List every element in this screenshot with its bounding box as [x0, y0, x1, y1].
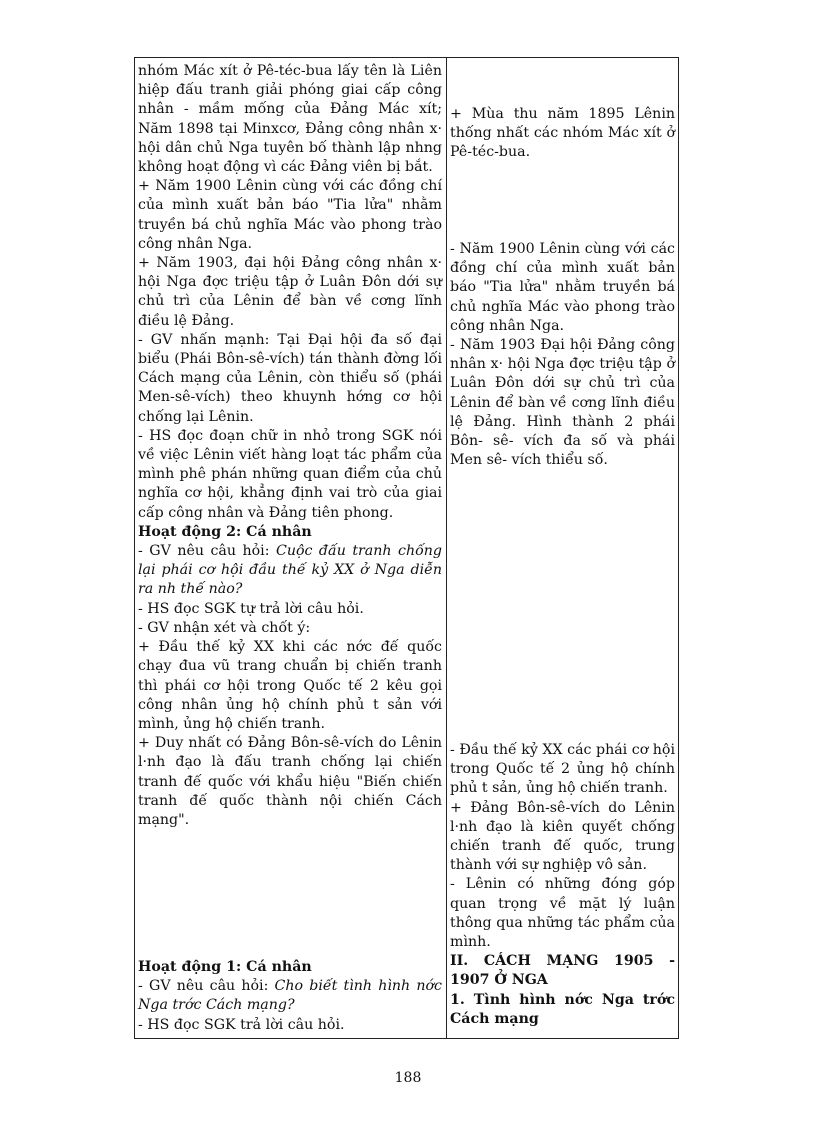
- activity-2-question: [138, 542, 442, 600]
- left-paragraph-7: - GV nhận xét và chốt ý:: [138, 619, 311, 636]
- subsection-1-heading: 1. Tình hình nớc Nga trớc Cách mạng: [450, 991, 675, 1027]
- right-block-2: [450, 240, 675, 470]
- right-paragraph-1: + Mùa thu năm 1895 Lênin thống nhất các nhóm Mác xít ở Pê-téc-bua.: [450, 106, 675, 161]
- question-prefix: - GV nêu câu hỏi:: [138, 543, 276, 560]
- left-column-bottom: [138, 958, 442, 1035]
- left-paragraph-9: + Duy nhất có Đảng Bôn-sê-vích do Lênin l·nh đạo là đấu tranh chống lại chiến tranh đế quốc với khẩu hiệu "Biến chiến tranh đế quốc thành nội chiến Cách mạng".: [138, 735, 442, 828]
- right-paragraph-4: - Đầu thế kỷ XX các phái cơ hội trong Quốc tế 2 ủng hộ chính phủ t sản, ủng hộ chiến tranh.: [450, 742, 675, 797]
- left-column: [138, 62, 442, 830]
- left-paragraph-6: - HS đọc SGK tự trả lời câu hỏi.: [138, 600, 364, 617]
- question-text: Cuộc đấu tranh chống lại phái cơ hội đầu thế kỷ XX ở Nga diễn ra nh thế nào?: [138, 543, 442, 598]
- right-paragraph-3: - Năm 1903 Đại hội Đảng công nhân x· hội Nga đợc triệu tập ở Luân Đôn dới sự chủ trì của Lênin để bàn về cơng lĩnh điều lệ Đảng. Hình thành 2 phái Bôn- sê- vích đa số và phái Men sê- vích thiểu số.: [450, 337, 675, 469]
- left-paragraph-8: + Đầu thế kỷ XX khi các nớc đế quốc chạy đua vũ trang chuẩn bị chiến tranh thì phái cơ hội trong Quốc tế 2 kêu gọi công nhân ủng hộ chính phủ t sản với mình, ủng hộ chiến tranh.: [138, 639, 442, 732]
- column-divider: [446, 57, 447, 1039]
- left-paragraph-2: + Năm 1900 Lênin cùng với các đồng chí của mình xuất bản báo "Tia lửa" nhằm truyền bá chủ nghĩa Mác vào phong trào công nhân Nga.: [138, 178, 442, 252]
- left-paragraph-5: - HS đọc đoạn chữ in nhỏ trong SGK nói về việc Lênin viết hàng loạt tác phẩm của mình phê phán những quan điểm của chủ nghĩa cơ hội, khẳng định vai trò của giai cấp công nhân và Đảng tiên phong.: [138, 427, 442, 521]
- right-block-1: [450, 105, 675, 163]
- page-number: 188: [394, 1070, 422, 1086]
- left-paragraph-3: + Năm 1903, đại hội Đảng công nhân x· hội Nga đợc triệu tập ở Luân Đôn dới sự chủ trì của Lênin để bàn về cơng lĩnh điều lệ Đảng.: [138, 255, 442, 329]
- right-paragraph-2: - Năm 1900 Lênin cùng với các đồng chí của mình xuất bản báo "Tia lửa" nhằm truyền bá chủ nghĩa Mác vào phong trào công nhân Nga.: [450, 241, 675, 334]
- question-text: Cho biết tình hình nớc Nga trớc Cách mạng?: [138, 978, 442, 1014]
- question-prefix: - GV nêu câu hỏi:: [138, 978, 275, 995]
- activity-1-question: [138, 977, 442, 1015]
- left-paragraph-1: nhóm Mác xít ở Pê-téc-bua lấy tên là Liên hiệp đấu tranh giải phóng giai cấp công nhân - mầm mống của Đảng Mác xít; Năm 1898 tại Minxcơ, Đảng công nhân x· hội dân chủ Nga tuyên bố thành lập nhng không hoạt động vì các Đảng viên bị bắt.: [138, 63, 442, 176]
- activity-2-heading: Hoạt động 2: Cá nhân: [138, 523, 312, 540]
- right-block-3: [450, 741, 675, 1029]
- right-paragraph-6: - Lênin có những đóng góp quan trọng về mặt lý luận thông qua những tác phẩm của mình.: [450, 876, 675, 951]
- activity-1-heading: Hoạt động 1: Cá nhân: [138, 959, 312, 975]
- section-ii-heading: II. CÁCH MẠNG 1905 - 1907 Ở NGA: [450, 953, 675, 989]
- left-paragraph-10: - HS đọc SGK trả lời câu hỏi.: [138, 1016, 345, 1033]
- left-paragraph-4: - GV nhấn mạnh: Tại Đại hội đa số đại biểu (Phái Bôn-sê-vích) tán thành đờng lối Cách mạng của Lênin, còn thiểu số (phái Men-sê-vích) theo khuynh hớng cơ hội chống lại Lênin.: [138, 331, 442, 425]
- right-paragraph-5: + Đảng Bôn-sê-vích do Lênin l·nh đạo là kiên quyết chống chiến tranh đế quốc, trung thành với sự nghiệp vô sản.: [450, 799, 675, 874]
